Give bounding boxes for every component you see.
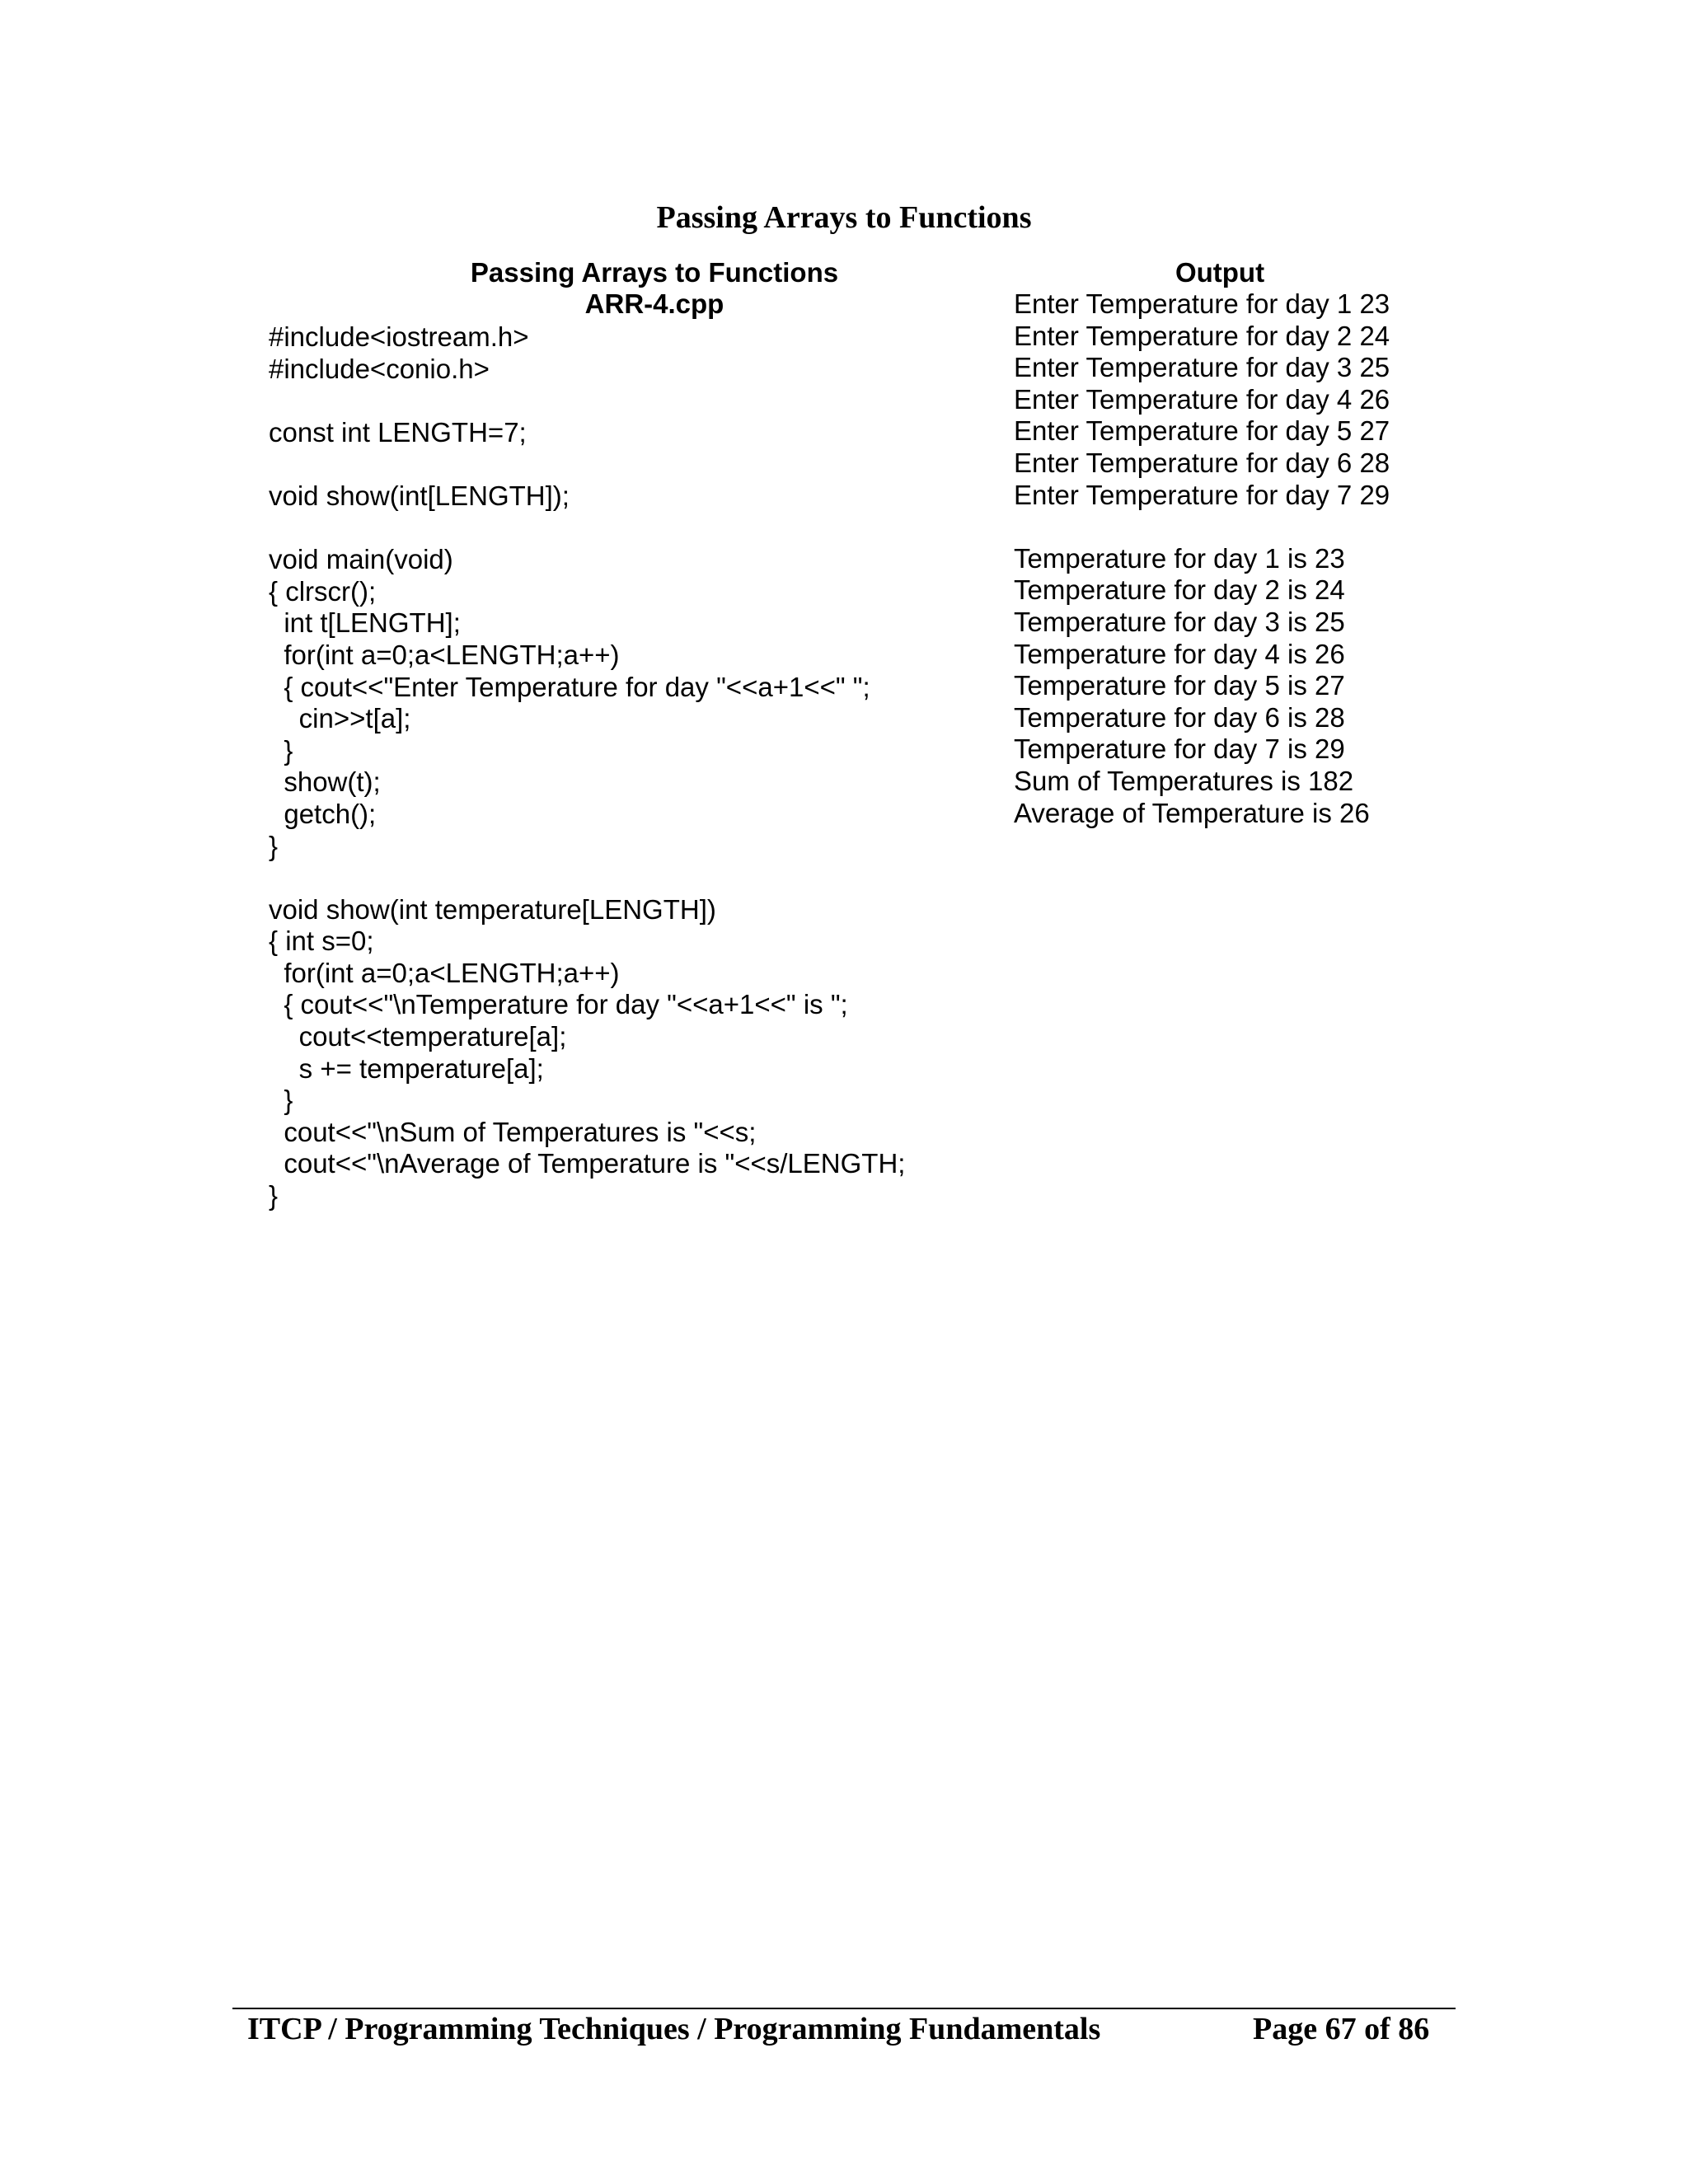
program-output: Enter Temperature for day 1 23 Enter Temperature for day 2 24 Enter Temperature for day 3 25 Enter Temperature for day 4 26 Enter Temperature for day 5 27 Enter Temperature for day 6 28 Enter Temperature for day 7 29 Temperature for day 1 is 23 Temperature for day 2 is 24 Temperature for day 3 is 25 Temperature for day 4 is 26 Temperature for day 5 is 27 Temperature for day 6 is 28 Temperature for day 7 is 29 Sum of Temperatures is 182 Average of Temperature is 26 xyxy=(1014,288,1390,828)
footer-course: ITCP / Programming Techniques / Programming Fundamentals xyxy=(247,2012,1101,2046)
code-heading: Passing Arrays to Functions xyxy=(470,257,839,288)
page-title: Passing Arrays to Functions xyxy=(656,200,1032,235)
code-listing: #include<iostream.h> #include<conio.h> const int LENGTH=7; void show(int[LENGTH]); void main(void) { clrscr(); int t[LENGTH]; for(int a=0;a<LENGTH;a++) { cout<<"Enter Temperature for day "<<a+1<<" "; cin>>t[a]; } show(t); getch(); } void show(int temperature[LENGTH]) { int s=0; for(int a=0;a<LENGTH;a++) { cout<<"\nTemperature for day "<<a+1<<" is "; cout<<temperature[a]; s += temperature[a]; } cout<<"\nSum of Temperatures is "<<s; cout<<"\nAverage of Temperature is "<<s/LENGTH; } xyxy=(269,321,906,1212)
code-header xyxy=(458,257,851,320)
output-heading: Output xyxy=(1175,257,1265,288)
footer-page-number: Page 67 of 86 xyxy=(1253,2012,1430,2046)
code-filename: ARR-4.cpp xyxy=(584,288,724,319)
